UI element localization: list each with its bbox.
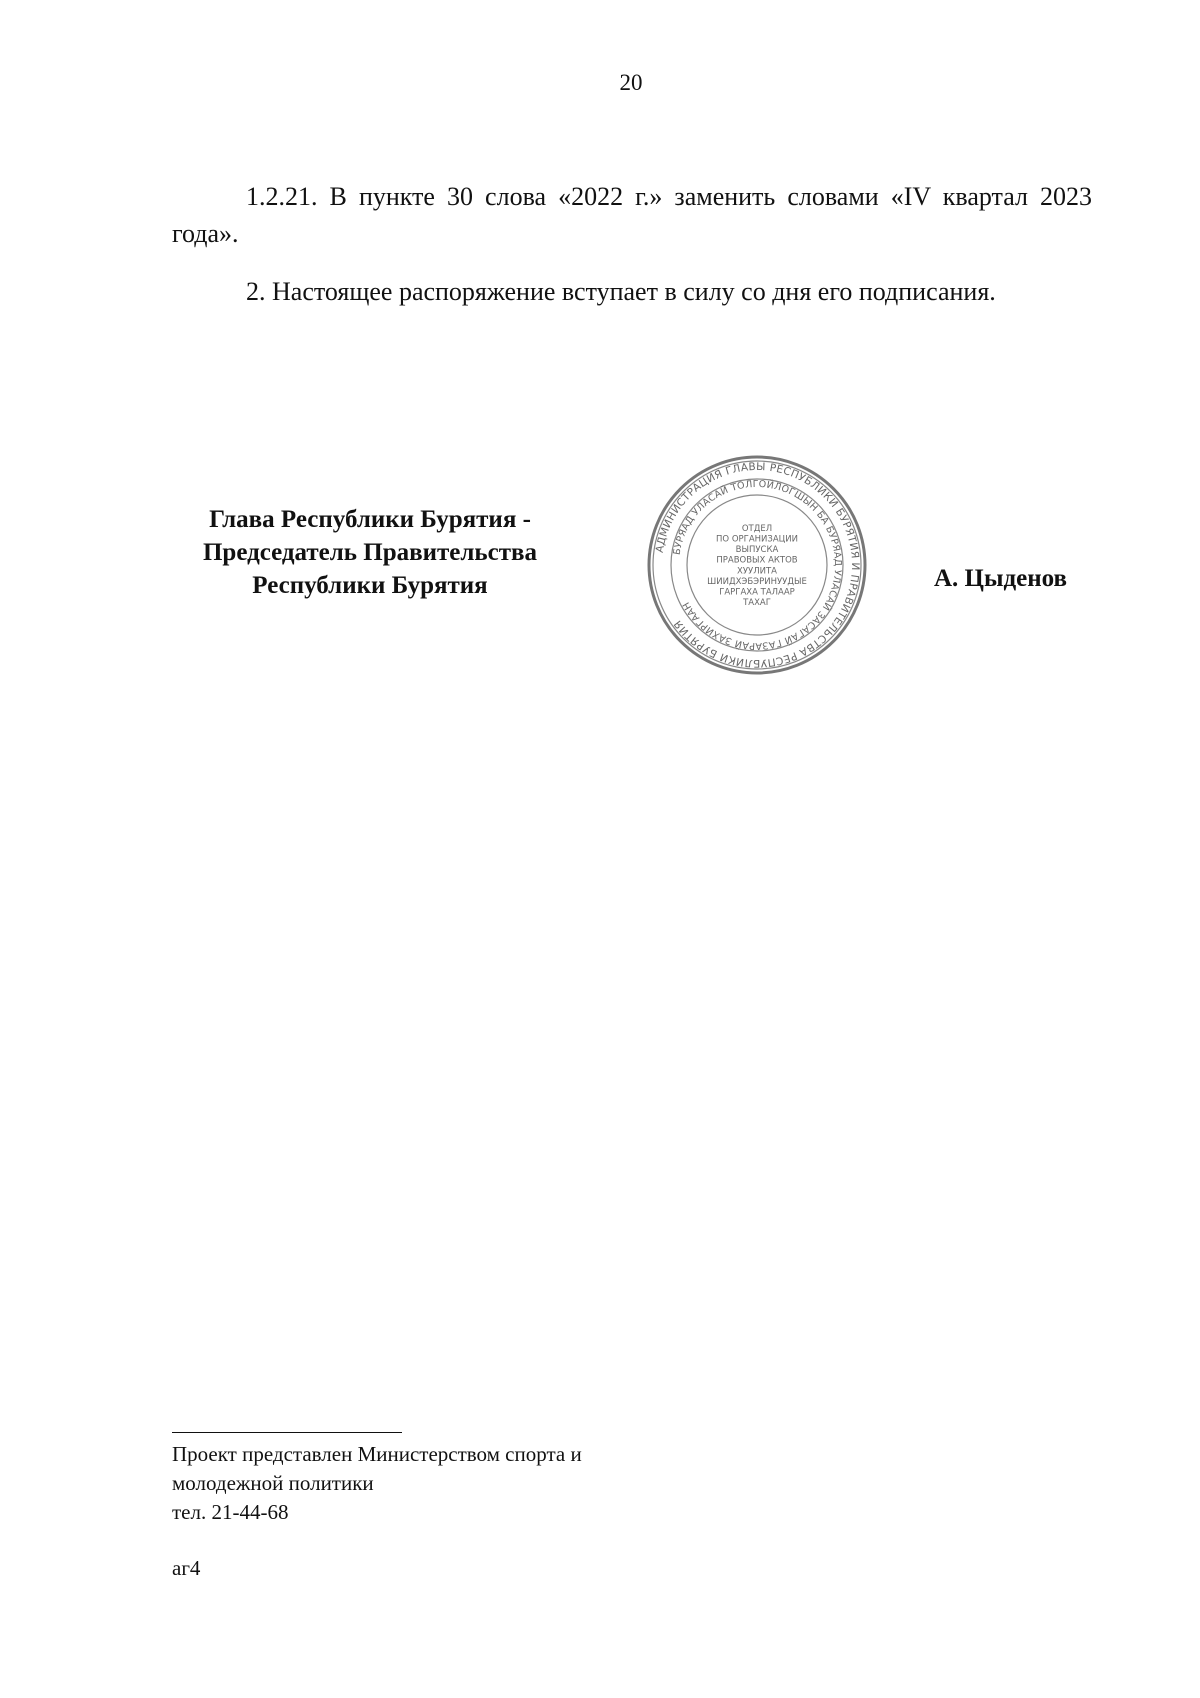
footnote-divider: [172, 1432, 402, 1433]
seal-center-line: ПО ОРГАНИЗАЦИИ: [716, 534, 798, 545]
svg-text:АДМИНИСТРАЦИЯ ГЛАВЫ РЕСПУБЛИКИ: АДМИНИСТРАЦИЯ ГЛАВЫ РЕСПУБЛИКИ БУРЯТИЯ И ПРАВИТЕЛЬСТВА РЕСПУБЛИКИ БУРЯТИЯ: [653, 460, 862, 670]
seal-center-line: ВЫПУСКА: [735, 545, 779, 556]
page-number: 20: [619, 70, 643, 95]
seal-center-line: ШИИДХЭБЭРИНУУДЫЕ: [707, 576, 807, 587]
seal-center-line: ТАХАГ: [743, 598, 771, 609]
official-seal: [645, 453, 869, 677]
footnote-line: Проект представлен Министерством спорта и: [172, 1442, 582, 1466]
paragraph-effective: 2. Настоящее распоряжение вступает в силу со дня его подписания.: [246, 277, 996, 306]
seal-center-line: ХУУЛИТА: [737, 566, 777, 577]
footnote: [172, 1440, 582, 1527]
signatory-title-line: Глава Республики Бурятия -: [209, 506, 531, 533]
signatory-title-line: Председатель Правительства: [202, 539, 538, 566]
footnote-line: тел. 21-44-68: [172, 1500, 289, 1524]
signatory-title: [160, 503, 580, 602]
seal-center-line: ОТДЕЛ: [741, 523, 773, 534]
seal-center-line: ПРАВОВЫХ АКТОВ: [716, 555, 798, 566]
paragraph-amendment: 1.2.21. В пункте 30 слова «2022 г.» заменить словами «IV квартал 2023 года».: [172, 182, 1092, 248]
seal-center-line: ГАРГАХА ТАЛААР: [719, 587, 795, 598]
signatory-name: А. Цыденов: [934, 565, 1068, 592]
footnote-line: молодежной политики: [172, 1471, 374, 1495]
signatory-title-line: Республики Бурятия: [252, 572, 488, 599]
svg-text:БУРЯАД УЛАСАЙ ТОЛГОЙЛОГШЫН БА: БУРЯАД УЛАСАЙ ТОЛГОЙЛОГШЫН БА БУРЯАД УЛАСАЙ ЗАСАГАЙ ГАЗАРАЙ ЗАХИРГААН: [671, 478, 844, 652]
document-code: аг4: [172, 1556, 201, 1580]
